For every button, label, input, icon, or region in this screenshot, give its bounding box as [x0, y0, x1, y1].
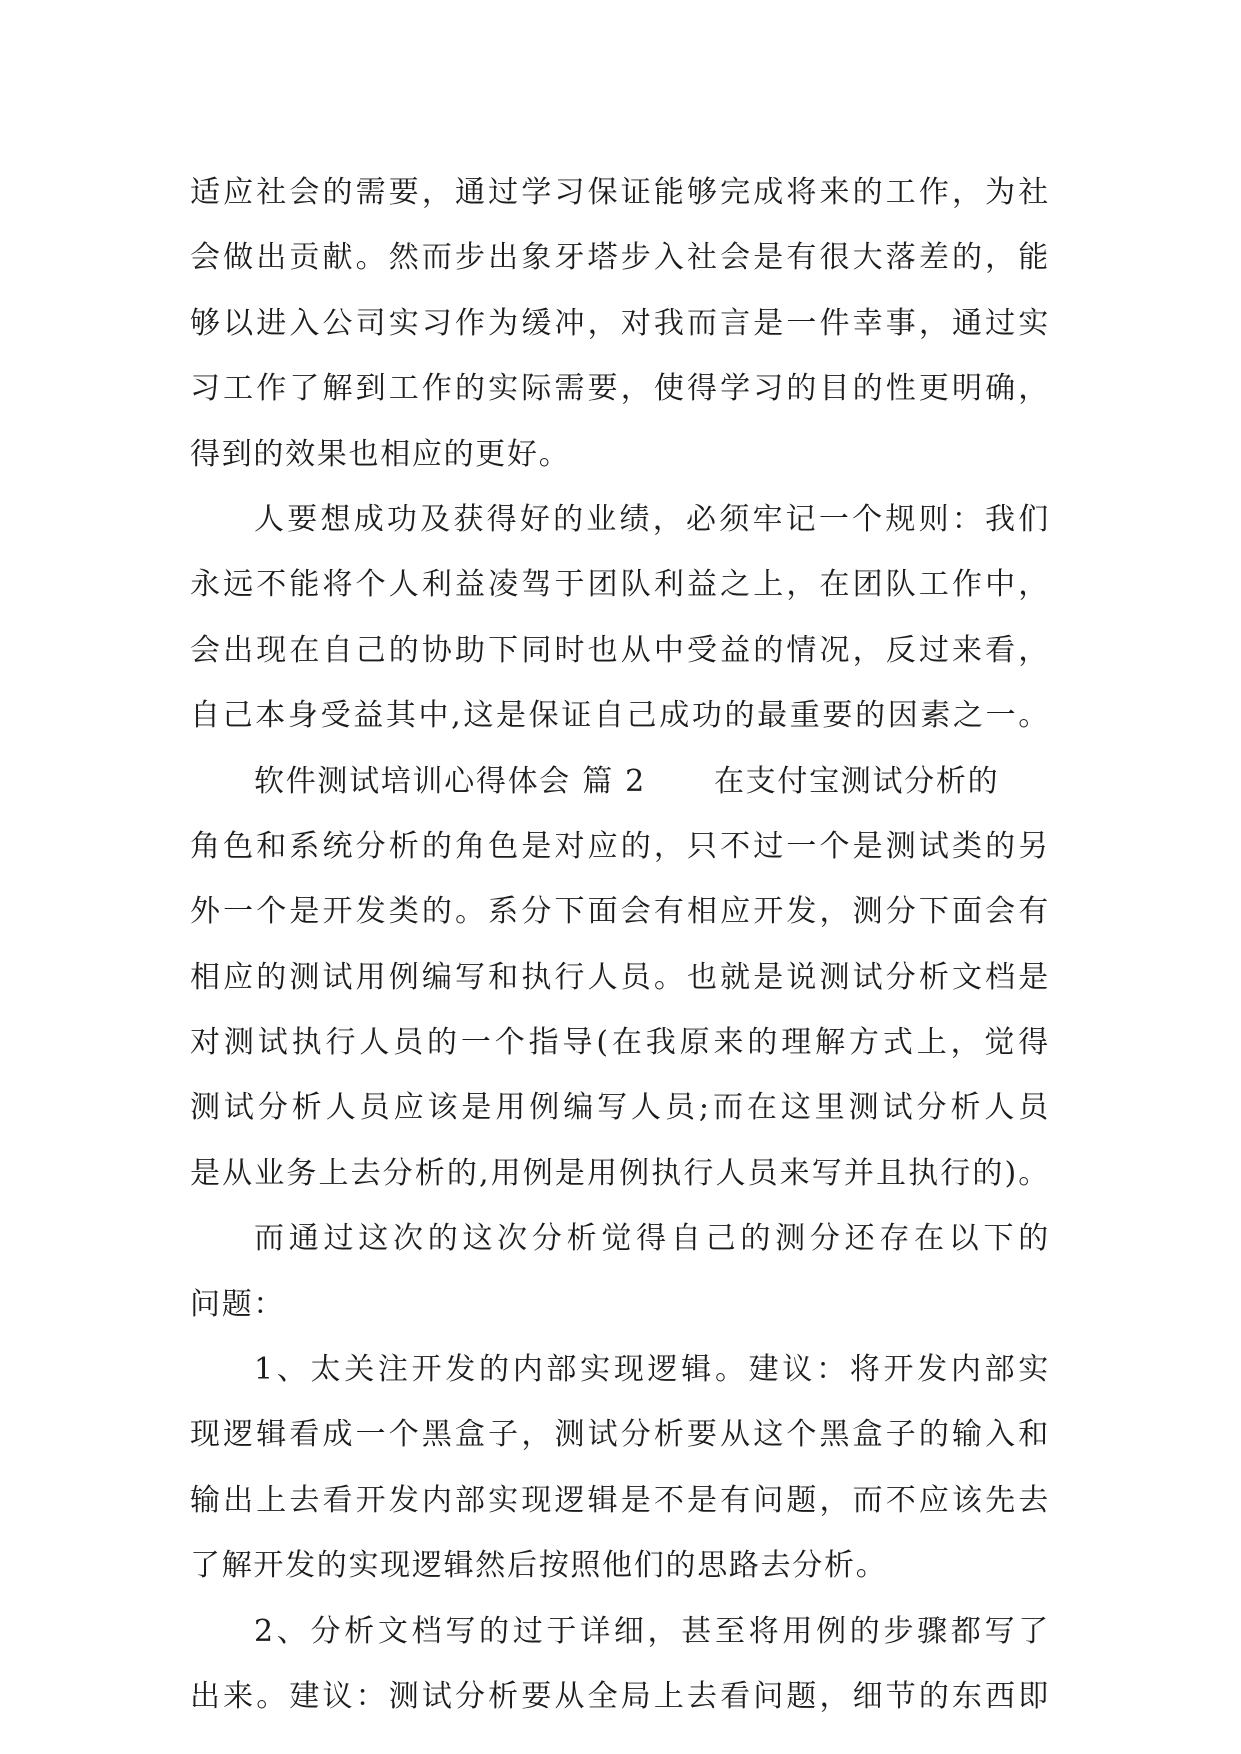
- text-line: 适应社会的需要，通过学习保证能够完成将来的工作，为社: [190, 175, 1050, 210]
- text-line: 够以进入公司实习作为缓冲，对我而言是一件幸事，通过实: [190, 305, 1050, 341]
- text-line: 出来。建议：测试分析要从全局上去看问题，细节的东西即: [190, 1678, 1050, 1714]
- text-line: 外一个是开发类的。系分下面会有相应开发，测分下面会有: [190, 894, 1050, 930]
- text-line: 2、分析文档写的过于详细，甚至将用例的步骤都写了: [254, 1613, 1050, 1649]
- text-line: 1、太关注开发的内部实现逻辑。建议：将开发内部实: [254, 1352, 1050, 1388]
- text-line: 现逻辑看成一个黑盒子，测试分析要从这个黑盒子的输入和: [190, 1417, 1050, 1453]
- section-heading-line: [190, 749, 1050, 814]
- document-body: [190, 160, 1050, 1729]
- text-line: 习工作了解到工作的实际需要，使得学习的目的性更明确，: [190, 371, 1050, 407]
- text-line: 得到的效果也相应的更好。: [190, 436, 571, 472]
- text-line: 自己本身受益其中,这是保证自己成功的最重要的因素之一。: [190, 698, 1050, 734]
- text-line: 输出上去看开发内部实现逻辑是不是有问题，而不应该先去: [190, 1482, 1050, 1518]
- text-line: 问题：: [190, 1286, 286, 1322]
- text-line: 相应的测试用例编写和执行人员。也就是说测试分析文档是: [190, 959, 1050, 995]
- text-line: 对测试执行人员的一个指导(在我原来的理解方式上，觉得: [190, 1025, 1050, 1061]
- text-line: 是从业务上去分析的,用例是用例执行人员来写并且执行的)。: [190, 1155, 1050, 1191]
- text-line: 而通过这次的这次分析觉得自己的测分还存在以下的: [254, 1221, 1050, 1257]
- text-line: 会出现在自己的协助下同时也从中受益的情况，反过来看，: [190, 632, 1050, 668]
- text-line-start: 在支付宝测试分析的: [713, 763, 1000, 799]
- text-line: 角色和系统分析的角色是对应的，只不过一个是测试类的另: [190, 828, 1050, 864]
- text-line: 会做出贡献。然而步出象牙塔步入社会是有很大落差的，能: [190, 240, 1050, 276]
- text-line: 了解开发的实现逻辑然后按照他们的思路去分析。: [190, 1548, 888, 1584]
- text-line: 测试分析人员应该是用例编写人员;而在这里测试分析人员: [190, 1090, 1050, 1126]
- text-line: 人要想成功及获得好的业绩，必须牢记一个规则：我们: [254, 501, 1050, 537]
- text-line: 永远不能将个人利益凌驾于团队利益之上，在团队工作中，: [190, 567, 1050, 603]
- section-heading: 软件测试培训心得体会 篇 2: [254, 763, 646, 799]
